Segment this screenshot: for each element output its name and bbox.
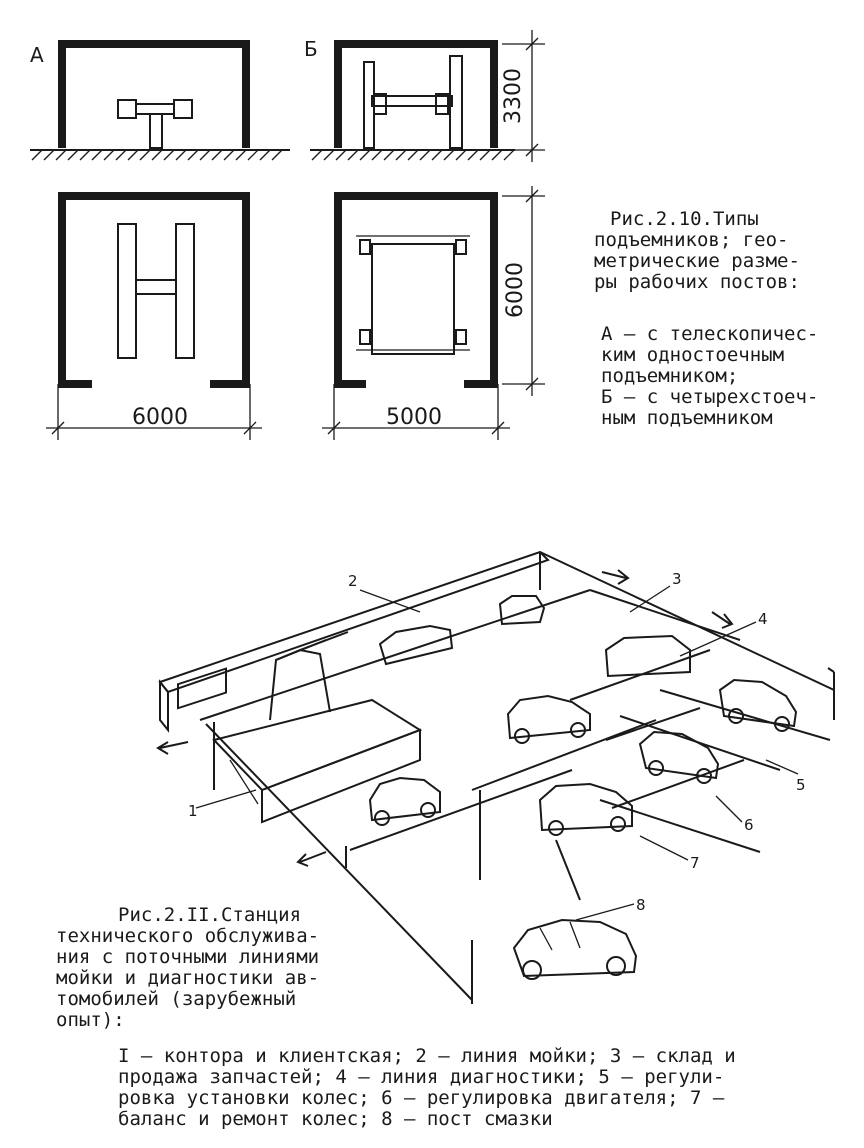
fig-2-11-caption-line-4: мойки и диагностики ав- [56, 967, 320, 989]
fig-2-11-legend-line-2: продажа запчастей; 4 – линия диагностики; 5 – регули- [118, 1066, 725, 1088]
fig-2-10-legend-line-5: ным подъемником [601, 407, 773, 429]
fig-2-11-caption-line-1: Рис.2.II.Станция [118, 904, 302, 926]
height-dimension [501, 30, 545, 162]
length-dim-label: 6000 [503, 262, 528, 318]
station-back-wall [160, 552, 834, 730]
fig-2-10-legend-line-3: подъемником; [601, 365, 739, 387]
wash-portal [270, 632, 348, 720]
callout-5: 5 [796, 776, 806, 794]
fig-2-10-legend-line-2: ким одностоечным [601, 344, 785, 366]
callout-7: 7 [690, 854, 700, 872]
fig-2-11-caption-line-6: опыт): [56, 1009, 125, 1031]
panel-a-elevation [30, 43, 290, 160]
fig-2-10-caption-line-1: Рис.2.10.Типы [610, 208, 759, 230]
car-wash-line [380, 626, 452, 664]
fig-2-11-caption-line-3: ния с поточными линиями [56, 946, 320, 968]
callout-2: 2 [348, 572, 358, 590]
callout-8: 8 [636, 896, 646, 914]
length-dimension [502, 186, 545, 396]
exit-arrow [298, 852, 326, 866]
width-a-dim-label: 6000 [132, 405, 188, 430]
fig-2-10-caption-line-3: метрические разме- [594, 250, 800, 272]
width-b-dim-label: 5000 [386, 405, 442, 430]
fig-2-10-caption-line-2: подъемников; гео- [594, 229, 789, 251]
car-engine [640, 732, 718, 783]
car-inspection [370, 778, 440, 825]
car-alignment [720, 680, 796, 731]
fig-2-10-caption-line-4: ры рабочих постов: [594, 271, 800, 293]
car-lubrication [514, 920, 636, 979]
fig-2-10-legend-line-1: А – с телескопичес- [601, 323, 819, 345]
fig-2-11-caption-line-5: томобилей (зарубежный [56, 988, 297, 1010]
parts-stock-trolley [606, 636, 690, 676]
callout-4: 4 [758, 610, 768, 628]
car-back-line [500, 596, 544, 624]
callout-6: 6 [744, 816, 754, 834]
callout-1: 1 [188, 802, 198, 820]
panel-a-plan [46, 196, 262, 440]
panel-b-plan [322, 196, 510, 440]
car-wheels [540, 784, 632, 835]
fig-2-11-legend-line-3: ровка установки колес; 6 – регулировка двигателя; 7 – [118, 1087, 725, 1109]
fig-2-11-legend-line-4: баланс и ремонт колес; 8 – пост смазки [118, 1108, 553, 1130]
panel-b-label: Б [304, 37, 318, 61]
flow-arrow-top [602, 570, 628, 584]
office-block [214, 700, 420, 822]
panel-b-elevation [304, 37, 515, 160]
panel-a-label: А [30, 43, 44, 67]
height-dim-label: 3300 [501, 68, 526, 124]
entry-arrow [158, 742, 188, 754]
callout-3: 3 [672, 570, 682, 588]
flow-arrow-right [712, 612, 732, 628]
fig-2-11-legend-line-1: I – контора и клиентская; 2 – линия мойки; 3 – склад и [118, 1045, 736, 1067]
car-diagnostics [508, 696, 590, 743]
fig-2-10-legend-line-4: Б – с четырехстоеч- [601, 386, 819, 408]
callout-leaders [196, 586, 798, 920]
fig-2-11-caption-line-2: технического обслужива- [56, 925, 320, 947]
